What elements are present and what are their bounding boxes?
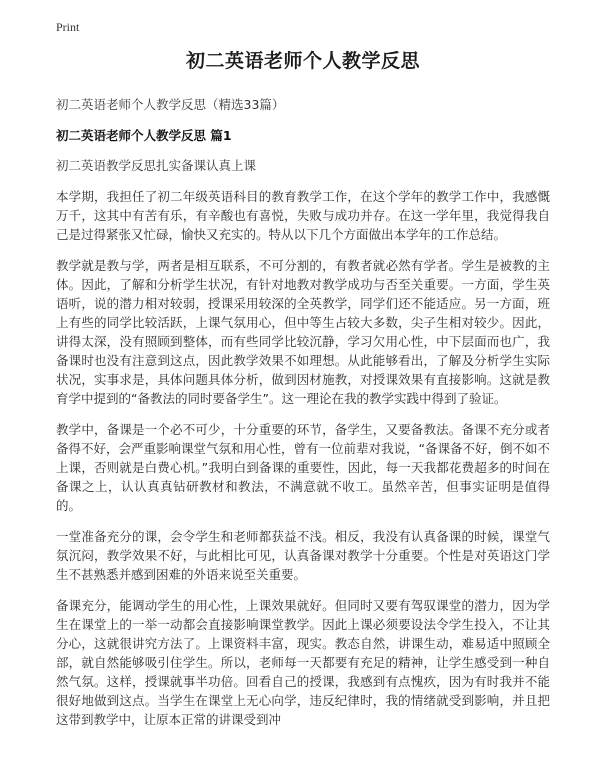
- paragraph-4: 一堂准备充分的课，会令学生和老师都获益不浅。相反，我没有认真备课的时候，课堂气氛沉闷，教学效果不好，与此相比可见，认真备课对教学十分重要。个性是对英语这门学生不甚熟悉并感到困难的外语来说至关重要。: [56, 529, 550, 582]
- paragraph-3: 教学中，备课是一个必不可少，十分重要的环节，备学生，又要备教法。备课不充分或者备得不好，会严重影响课堂气氛和用心性，曾有一位前辈对我说，“备课备不好，倒不如不上课，否则就是白费心机。”我明白到备课的重要性，因此，每一天我都花费超多的时间在备课之上，认认真真钻研教材和教法，不满意就不收工。虽然辛苦，但事实证明是值得的。: [56, 422, 550, 513]
- document-body: [56, 48, 550, 729]
- paragraph-1: 本学期，我担任了初二年级英语科目的教育教学工作，在这个学年的教学工作中，我感慨万千，这其中有苦有乐，有辛酸也有喜悦，失败与成功并存。在这一学年里，我觉得我自己是过得紧张又忙碌，愉快又充实的。特从以下几个方面做出本学年的工作总结。: [56, 189, 550, 242]
- document-subtitle: 初二英语老师个人教学反思（精选33篇）: [56, 97, 285, 112]
- paragraph-2: 教学就是教与学，两者是相互联系，不可分割的，有教者就必然有学者。学生是被教的主体。因此，了解和分析学生状况，有针对地教对教学成功与否至关重要。一方面，学生英语听，说的潜力相对较弱，授课采用较深的全英教学，同学们还不能适应。另一方面，班上有些的同学比较活跃，上课气氛用心，但中等生占较大多数，尖子生相对较少。因此，讲得太深，没有照顾到整体，而有些同学比较沉静，学习欠用心性，中下层面而也广，我备课时也没有注意到这点，因此教学效果不如理想。从此能够看出，了解及分析学生实际状况，实事求是，具体问题具体分析，做到因材施教，对授课效果有直接影响。这就是教育学中提到的“备教法的同时要备学生”。这一理论在我的教学实践中得到了验证。: [56, 258, 550, 406]
- print-link[interactable]: Print: [56, 20, 80, 34]
- paragraph-5: 备课充分，能调动学生的用心性，上课效果就好。但同时又要有驾驭课堂的潜力，因为学生在课堂上的一举一动都会直接影响课堂教学。因此上课必须要设法令学生投入，不让其分心，这就很讲究方法了。上课资料丰富，现实。教态自然，讲课生动，难易适中照顾全部，就自然能够吸引住学生。所以，老师每一天都要有充足的精神，让学生感受到一种自然气氛。这样，授课就事半功倍。回看自己的授课，我感到有点愧疚，因为有时我并不能很好地做到这点。当学生在课堂上无心向学，违反纪律时，我的情绪就受到影响，并且把这带到教学中，让原本正常的讲课受到冲: [56, 598, 550, 727]
- page-title: 初二英语老师个人教学反思: [185, 50, 420, 72]
- section-heading: 初二英语老师个人教学反思 篇1: [56, 128, 232, 143]
- lead-line: 初二英语教学反思扎实备课认真上课: [56, 158, 257, 173]
